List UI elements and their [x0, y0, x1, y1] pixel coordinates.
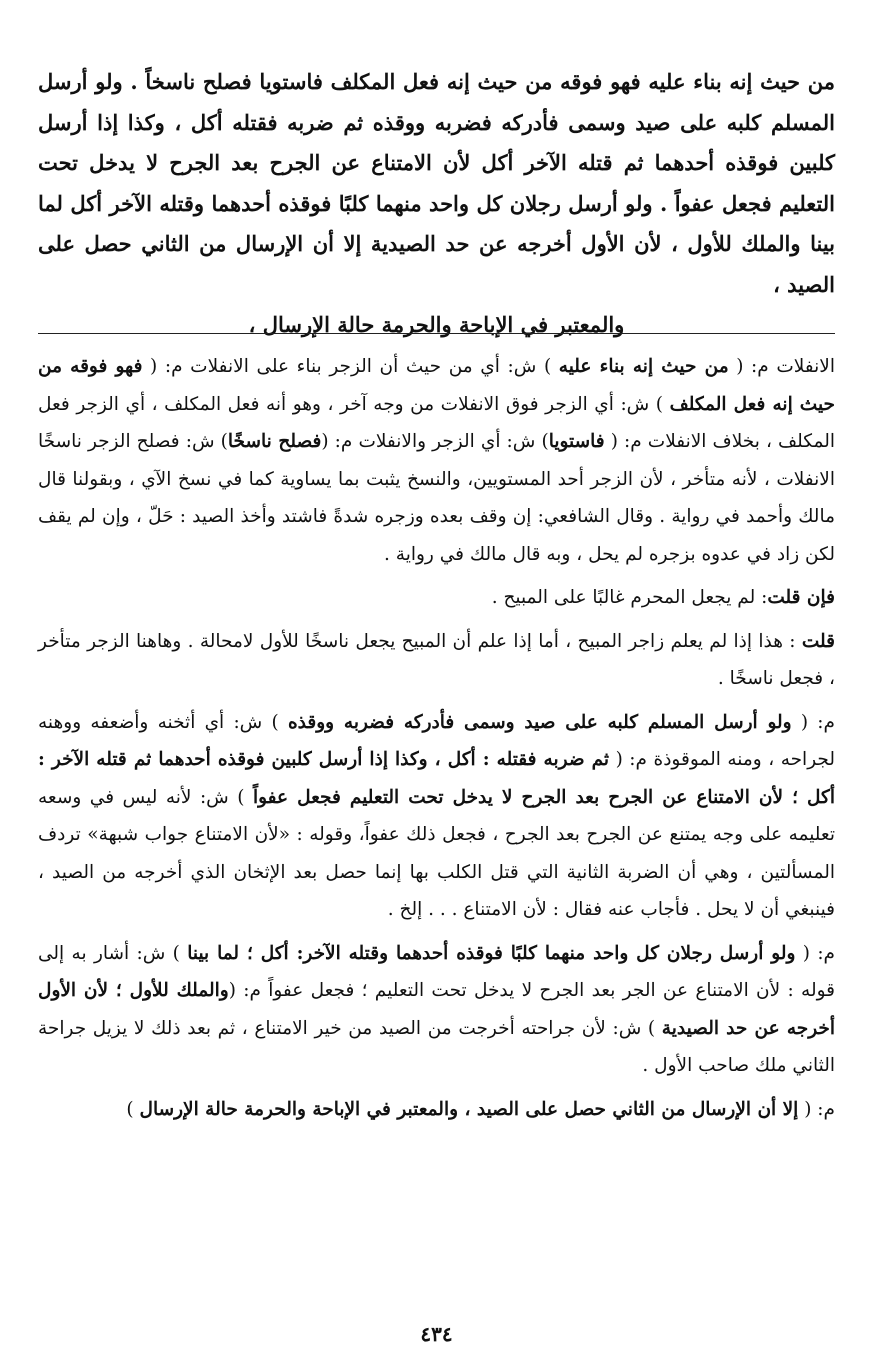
commentary-text: الانفلات م: (: [728, 356, 836, 377]
quoted-text: فاستويا: [548, 431, 605, 452]
commentary-text: ): [126, 1098, 140, 1120]
quoted-text: فهو فوقه من حيث إنه فعل المكلف: [38, 356, 835, 415]
commentary-text: ) ش: أشار به إلى قوله : لأن الامتناع عن الجر بعد الجرح لا يدخل تحت التعليم ؛ فجعل عفواً م: (: [38, 942, 835, 1001]
quoted-text: فصلح ناسخًا: [227, 431, 322, 452]
commentary-text: ) ش: أي الزجر فوق الانفلات من وجه آخر ، وهو أنه فعل المكلف ، أي الزجر فعل المكلف ، بخلاف الانفلات م: (: [38, 393, 835, 452]
quoted-text: ولو أرسل رجلان كل واحد منهما كلبًا فوقذه أحدهما وقتله الآخر: أكل ؛ لما بينا: [187, 942, 796, 964]
commentary-text: ) ش: أي من حيث أن الزجر بناء على الانفلات م: (: [142, 356, 559, 377]
commentary-text: ) ش: فصلح الزجر ناسخًا الانفلات ، لأنه متأخر ، لأن الزجر أحد المستويين، والنسخ يثبت بما يساوية كما في نسخ الآي ، وبقولنا قال مالك وأحمد في رواية . وقال الشافعي: إن وقف بعده وزجره شدةً فاشتد وأخذ الصيد : حَلّ ، وإن لم يقف لكن زاد في عدوه بزجره لم يحل ، وبه قال مالك في رواية .: [38, 431, 835, 565]
commentary-paragraph: [38, 1091, 835, 1129]
page-number: ٤٣٤: [420, 1322, 453, 1346]
commentary-paragraph: [38, 348, 835, 573]
commentary-text: م: (: [798, 1098, 835, 1120]
commentary-paragraph: [38, 579, 835, 617]
commentary-text: م: (: [791, 711, 835, 733]
quoted-text: ولو أرسل المسلم كلبه على صيد وسمى فأدركه فضربه ووقذه: [287, 711, 792, 733]
commentary-text: : لم يجعل المحرم غالبًا على المبيح .: [491, 587, 768, 608]
main-text-line: فجعل عفواً . ولو أرسل رجلان كل واحد منهما كلبًا فوقذه أحدهما وقتله الآخر أكل لما بينا: [38, 190, 835, 256]
commentary-paragraph: [38, 704, 835, 929]
main-text: [38, 62, 835, 346]
main-text-last-line: والمعتبر في الإباحة والحرمة حالة الإرسال ،: [248, 312, 625, 337]
commentary-text: ) ش: أي الزجر والانفلات م: (: [321, 431, 549, 452]
quoted-text: فإن قلت: [767, 587, 835, 608]
quoted-text: والملك للأول ؛ لأن الأول أخرجه عن حد الصيدية: [38, 980, 835, 1039]
quoted-text: من حيث إنه بناء عليه: [558, 356, 729, 377]
main-text-line: فوقذه أحدهما ثم قتله الآخر أكل لأن الامتناع عن الجرح بعد الجرح لا يدخل تحت التعليم: [38, 150, 836, 216]
commentary-text: ) ش: أي أثخنه وأضعفه ووهنه لجراحه ، ومنه الموقوذة م: (: [38, 711, 835, 770]
commentary-paragraph: [38, 935, 835, 1085]
main-text-line: والملك للأول ، لأن الأول أخرجه عن حد الصيدية إلا أن الإرسال من الثاني حصل على الصيد ،: [38, 231, 835, 297]
commentary-text: م: (: [795, 942, 836, 964]
commentary-text: ) ش: لأن جراحته أخرجت من الصيد من خير الامتناع ، ثم بعد ذلك لا يزيل جراحة الثاني ملك صاحب الأول .: [38, 1017, 835, 1076]
commentary-paragraph: [38, 623, 835, 698]
section-divider: [38, 333, 835, 334]
main-text-line: المسلم كلبه على صيد وسمى فأدركه فضربه ووقذه ثم ضربه فقتله أكل ، وكذا إذا أرسل كلبين: [38, 109, 836, 175]
quoted-text: قلت: [801, 630, 835, 652]
commentary-text: ) ش: لأنه ليس في وسعه تعليمه على وجه يمتنع عن الجرح بعد الجرح ، فجعل ذلك عفواً، وقوله : «لأن الامتناع جواب شبهة» تردف المسألتين ، وهي أن الضربة الثانية التي قتل الكلب بها إنما حصل بعد الإثخان الذي أخرجه من الصيد ، فينبغي أن لا يحل . فأجاب عنه فقال : لأن الامتناع . . . إلخ .: [38, 786, 835, 920]
main-text-line: من حيث إنه بناء عليه فهو فوقه من حيث إنه فعل المكلف فاستويا فصلح ناسخاً . ولو أرسل: [38, 69, 835, 94]
commentary-text: : هذا إذا لم يعلم زاجر المبيح ، أما إذا علم أن المبيح يجعل ناسخًا للأول لامحالة . وهاهنا الزجر متأخر ، فجعل ناسخًا .: [38, 630, 835, 689]
quoted-text: ثم ضربه فقتله : أكل ، وكذا إذا أرسل كلبين فوقذه أحدهما ثم قتله الآخر : أكل ؛ لأن الامتناع عن الجرح بعد الجرح لا يدخل تحت التعليم فجعل عفواً: [38, 749, 835, 808]
quoted-text: إلا أن الإرسال من الثاني حصل على الصيد ، والمعتبر في الإباحة والحرمة حالة الإرسال: [139, 1098, 799, 1120]
commentary: [38, 348, 835, 1128]
